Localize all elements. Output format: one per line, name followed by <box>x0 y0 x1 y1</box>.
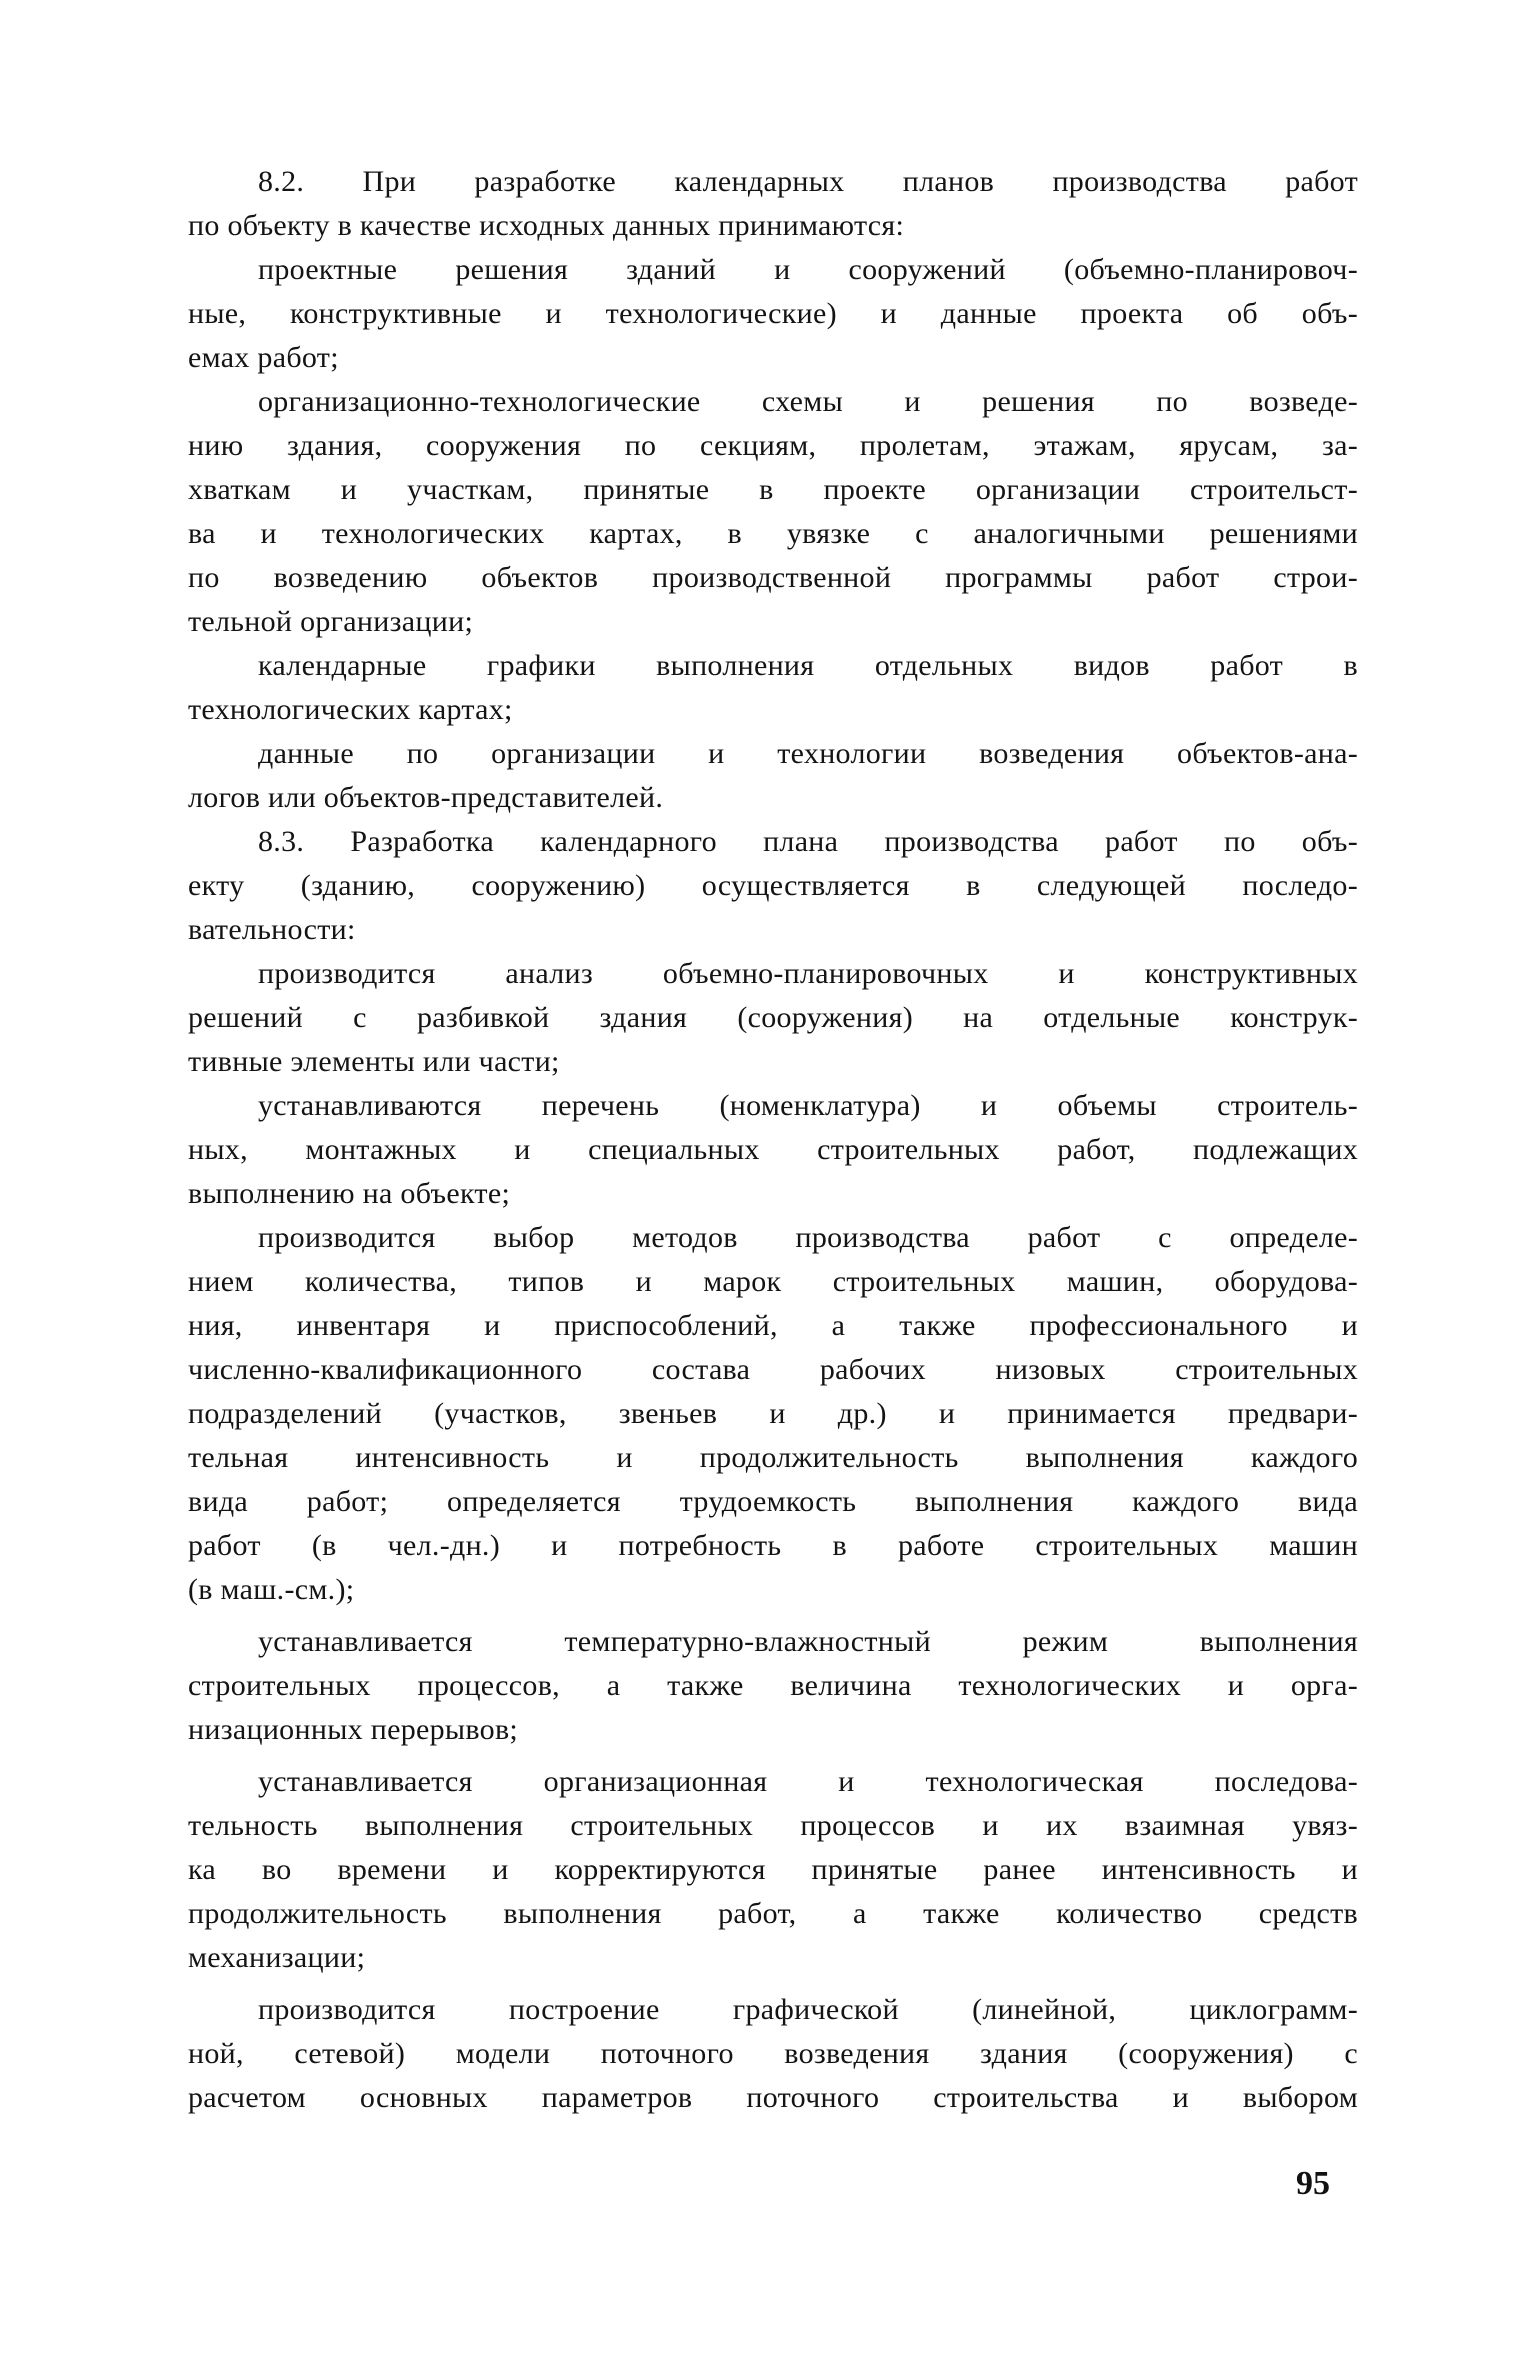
text-line: строительных процессов, а также величина технологических и орга- <box>188 1669 1358 1702</box>
text-line: выполнению на объекте; <box>188 1177 511 1210</box>
text-line: решений с разбивкой здания (сооружения) на отдельные конструк- <box>188 1001 1358 1034</box>
text-line: организационно-технологические схемы и решения по возведе- <box>258 385 1358 418</box>
text-line: ной, сетевой) модели поточного возведения здания (сооружения) с <box>188 2037 1358 2070</box>
text-line: производится построение графической (линейной, циклограмм- <box>258 1993 1358 2026</box>
paragraph <box>188 952 1358 1084</box>
paragraph <box>188 160 1358 248</box>
text-line: логов или объектов-представителей. <box>188 781 664 814</box>
text-line: вида работ; определяется трудоемкость выполнения каждого вида <box>188 1485 1358 1518</box>
text-line: механизации; <box>188 1941 366 1974</box>
text-line: тельность выполнения строительных процессов и их взаимная увяз- <box>188 1809 1358 1842</box>
text-line: низационных перерывов; <box>188 1713 519 1746</box>
text-line: ных, монтажных и специальных строительных работ, подлежащих <box>188 1133 1358 1166</box>
text-line: ния, инвентаря и приспособлений, а также профессионального и <box>188 1309 1358 1342</box>
paragraph <box>188 248 1358 380</box>
text-line: календарные графики выполнения отдельных видов работ в <box>258 649 1358 682</box>
text-line: устанавливается температурно-влажностный режим выполнения <box>258 1625 1358 1658</box>
text-line: работ (в чел.-дн.) и потребность в работе строительных машин <box>188 1529 1358 1562</box>
text-line: тельной организации; <box>188 605 474 638</box>
text-line: устанавливаются перечень (номенклатура) и объемы строитель- <box>258 1089 1358 1122</box>
text-line: расчетом основных параметров поточного строительства и выбором <box>188 2081 1358 2114</box>
paragraph <box>188 732 1358 820</box>
text-line: 8.3. Разработка календарного плана производства работ по объ- <box>258 825 1358 858</box>
text-line: вательности: <box>188 913 356 946</box>
text-line: по возведению объектов производственной программы работ строи- <box>188 561 1358 594</box>
paragraph <box>188 1988 1358 2120</box>
text-line: нию здания, сооружения по секциям, пролетам, этажам, ярусам, за- <box>188 429 1358 462</box>
text-line: ка во времени и корректируются принятые ранее интенсивность и <box>188 1853 1358 1886</box>
text-line: подразделений (участков, звеньев и др.) и принимается предвари- <box>188 1397 1358 1430</box>
text-line: продолжительность выполнения работ, а также количество средств <box>188 1897 1358 1930</box>
paragraph <box>188 820 1358 952</box>
paragraph <box>188 644 1358 732</box>
text-line: данные по организации и технологии возведения объектов-ана- <box>258 737 1358 770</box>
text-line: численно-квалификационного состава рабочих низовых строительных <box>188 1353 1358 1386</box>
text-line: хваткам и участкам, принятые в проекте организации строительст- <box>188 473 1358 506</box>
text-line: екту (зданию, сооружению) осуществляется в следующей последо- <box>188 869 1358 902</box>
paragraph <box>188 1620 1358 1752</box>
paragraph <box>188 380 1358 644</box>
text-line: устанавливается организационная и технологическая последова- <box>258 1765 1358 1798</box>
text-line: ва и технологических картах, в увязке с аналогичными решениями <box>188 517 1358 550</box>
text-line: технологических картах; <box>188 693 513 726</box>
text-line: ные, конструктивные и технологические) и данные проекта об объ- <box>188 297 1358 330</box>
text-line: производится выбор методов производства работ с определе- <box>258 1221 1358 1254</box>
text-line: производится анализ объемно-планировочных и конструктивных <box>258 957 1358 990</box>
page-number: 95 <box>1296 2165 1330 2202</box>
text-line: емах работ; <box>188 341 339 374</box>
paragraph <box>188 1760 1358 1980</box>
text-line: тельная интенсивность и продолжительность выполнения каждого <box>188 1441 1358 1474</box>
text-line: тивные элементы или части; <box>188 1045 560 1078</box>
paragraph <box>188 1216 1358 1612</box>
text-line: (в маш.-см.); <box>188 1573 355 1606</box>
page-body <box>188 160 1358 2120</box>
paragraph <box>188 1084 1358 1216</box>
text-line: нием количества, типов и марок строительных машин, оборудова- <box>188 1265 1358 1298</box>
text-line: 8.2. При разработке календарных планов производства работ <box>258 165 1358 198</box>
text-line: проектные решения зданий и сооружений (объемно-планировоч- <box>258 253 1358 286</box>
text-line: по объекту в качестве исходных данных принимаются: <box>188 209 905 242</box>
